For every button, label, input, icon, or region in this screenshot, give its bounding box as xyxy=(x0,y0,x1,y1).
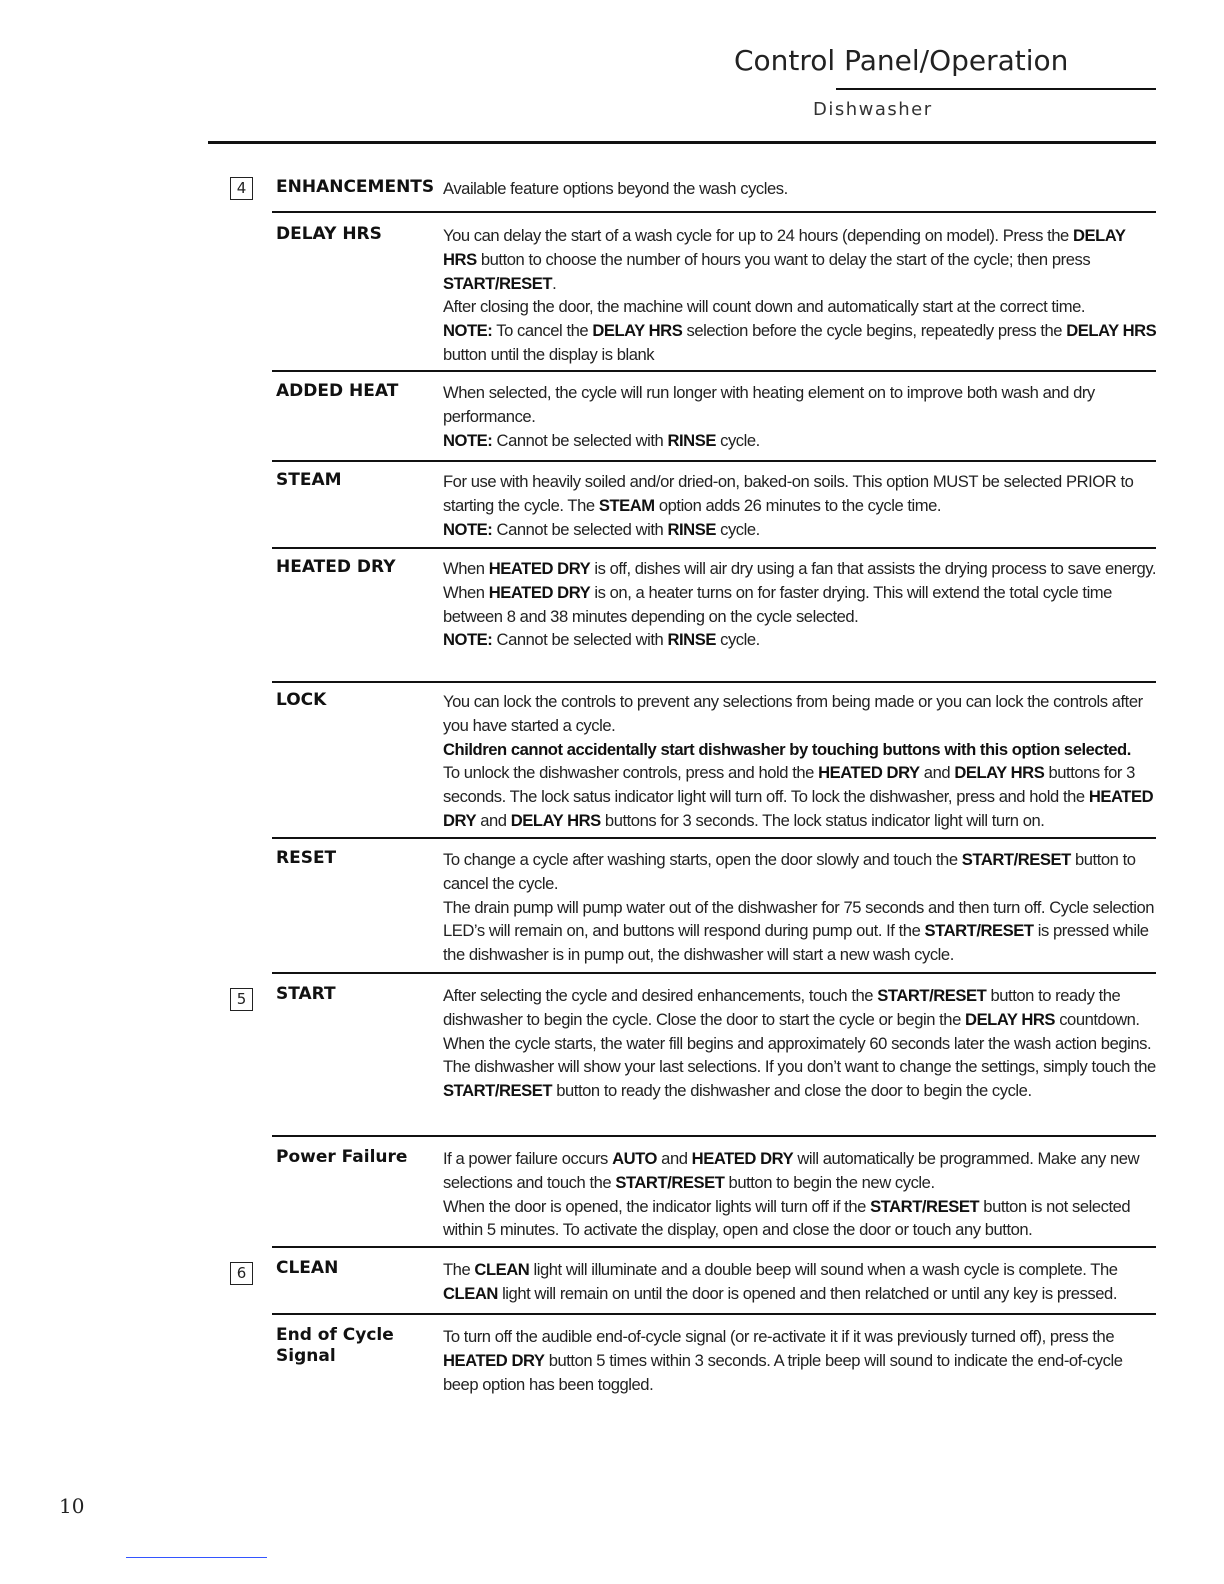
row-divider xyxy=(272,681,1156,683)
bold-term: NOTE: xyxy=(443,519,493,539)
bold-term: DELAY HRS xyxy=(954,763,1045,783)
bold-term: DELAY HRS xyxy=(965,1009,1056,1029)
row-divider xyxy=(272,1313,1156,1315)
feature-description xyxy=(443,1325,1159,1396)
row-divider xyxy=(272,837,1156,839)
description-paragraph: You can delay the start of a wash cycle for up to 24 hours (depending on model). Press the DELAY HRS button to choose the number of hours you want to delay the start of the cycle; then press START/RESET. xyxy=(443,226,1126,293)
bold-term: START/RESET xyxy=(443,1081,553,1101)
description-paragraph: NOTE: Cannot be selected with RINSE cycle. xyxy=(443,519,760,539)
row-divider xyxy=(272,1135,1156,1137)
bold-term: DELAY HRS xyxy=(1066,321,1157,341)
bold-term: RINSE xyxy=(667,519,716,539)
row-divider xyxy=(272,972,1156,974)
feature-description xyxy=(443,1258,1159,1306)
feature-label: DELAY HRS xyxy=(276,224,382,244)
description-paragraph: After selecting the cycle and desired enhancements, touch the START/RESET button to ready the dishwasher to begin the cycle. Close the door to start the cycle or begin the DELAY HRS countdown. When the cycle starts, the water fill begins and approximately 60 seconds later the wash action begins. xyxy=(443,986,1152,1053)
description-paragraph: When selected, the cycle will run longer with heating element on to improve both wash and dry performance. xyxy=(443,383,1095,426)
bold-term: CLEAN xyxy=(474,1260,530,1279)
section-number-6: 6 xyxy=(230,1262,253,1285)
bold-term: START/RESET xyxy=(961,850,1071,869)
page-subtitle: Dishwasher xyxy=(813,99,933,120)
page-title: Control Panel/Operation xyxy=(734,44,1069,77)
bold-term: START/RESET xyxy=(924,921,1034,941)
bold-term: NOTE: xyxy=(443,630,493,650)
description-paragraph: The dishwasher will show your last selections. If you don’t want to change the settings, simply touch the START/RESET button to ready the dishwasher and close the door to begin the cycle. xyxy=(443,1057,1156,1101)
bold-term: STEAM xyxy=(598,495,655,515)
feature-label: START xyxy=(276,984,336,1004)
description-paragraph: If a power failure occurs AUTO and HEATED DRY will automatically be programmed. Make any new selections and touch the START/RESET button to begin the new cycle. xyxy=(443,1149,1140,1192)
row-divider xyxy=(272,460,1156,462)
bold-term: DELAY HRS xyxy=(510,810,601,830)
description-paragraph: When HEATED DRY is on, a heater turns on for faster drying. This will extend the total cycle time between 8 and 38 minutes depending on the cycle selected. xyxy=(443,582,1112,626)
description-paragraph: The CLEAN light will illuminate and a double beep will sound when a wash cycle is complete. The CLEAN light will remain on until the door is opened and then relatched or until any key is pressed. xyxy=(443,1260,1118,1303)
row-divider xyxy=(272,547,1156,549)
header-rule xyxy=(208,141,1156,144)
feature-label: LOCK xyxy=(276,690,327,710)
bold-term: HEATED DRY xyxy=(818,763,920,783)
feature-description xyxy=(443,381,1159,452)
row-divider xyxy=(272,1246,1156,1248)
feature-label: RESET xyxy=(276,848,337,868)
bold-term: HEATED DRY xyxy=(443,1350,545,1370)
description-paragraph: To unlock the dishwasher controls, press and hold the HEATED DRY and DELAY HRS buttons for 3 seconds. The lock satus indicator light will turn off. To lock the dishwasher, press and hold the HEATED DRY and DELAY HRS buttons for 3 seconds. The lock status indicator light will turn on. xyxy=(443,763,1154,830)
feature-label: CLEAN xyxy=(276,1258,339,1278)
description-paragraph: When HEATED DRY is off, dishes will air dry using a fan that assists the drying process to save energy. xyxy=(443,559,1156,578)
description-paragraph: NOTE: To cancel the DELAY HRS selection before the cycle begins, repeatedly press the DELAY HRS button until the display is blank xyxy=(443,321,1157,364)
description-paragraph: To turn off the audible end-of-cycle signal (or re-activate it if it was previously turned off), press the HEATED DRY button 5 times within 3 seconds. A triple beep will sound to indicate the end-of-cycle beep option has been toggled. xyxy=(443,1327,1123,1394)
description-paragraph: NOTE: Cannot be selected with RINSE cycle. xyxy=(443,630,760,650)
description-paragraph: To change a cycle after washing starts, open the door slowly and touch the START/RESET button to cancel the cycle. xyxy=(443,850,1136,893)
feature-label: ENHANCEMENTS xyxy=(276,177,435,197)
bold-term: HEATED DRY xyxy=(443,787,1154,830)
feature-label: ADDED HEAT xyxy=(276,381,399,401)
feature-description xyxy=(443,690,1159,833)
bold-term: START/RESET xyxy=(870,1196,980,1216)
feature-description xyxy=(443,848,1159,967)
bold-term: Children cannot accidentally start dishwasher by touching buttons with this option selected. xyxy=(443,739,1131,759)
bold-term: HEATED DRY xyxy=(488,559,591,578)
feature-description xyxy=(443,177,1159,201)
header-divider xyxy=(836,88,1156,90)
bold-term: START/RESET xyxy=(615,1172,725,1192)
feature-description xyxy=(443,224,1159,367)
description-paragraph: When the door is opened, the indicator lights will turn off if the START/RESET button is not selected within 5 minutes. To activate the display, open and close the door or touch any button. xyxy=(443,1196,1131,1240)
bold-term: NOTE: xyxy=(443,430,493,450)
feature-description xyxy=(443,470,1159,541)
feature-label: HEATED DRY xyxy=(276,557,396,577)
feature-description xyxy=(443,557,1159,652)
feature-description xyxy=(443,984,1159,1103)
bold-term: CLEAN xyxy=(443,1283,498,1303)
bold-term: RINSE xyxy=(667,630,716,650)
description-paragraph: The drain pump will pump water out of the dishwasher for 75 seconds and then turn off. Cycle selection LED’s will remain on, and buttons will respond during pump out. If the START/RESET is pressed while the dishwasher is in pump out, the dishwasher will start a new wash cycle. xyxy=(443,897,1155,965)
bold-term: RINSE xyxy=(667,430,716,450)
section-number-4: 4 xyxy=(230,177,253,200)
bold-term: NOTE: xyxy=(443,321,493,341)
bold-term: HEATED DRY xyxy=(488,582,591,602)
description-paragraph: NOTE: Cannot be selected with RINSE cycle. xyxy=(443,430,760,450)
description-paragraph xyxy=(443,738,1159,762)
page-number: 10 xyxy=(59,1494,85,1518)
section-number-5: 5 xyxy=(230,988,253,1011)
row-divider xyxy=(272,370,1156,372)
link-underline xyxy=(126,1557,267,1558)
description-paragraph: For use with heavily soiled and/or dried-on, baked-on soils. This option MUST be selected PRIOR to starting the cycle. The STEAM option adds 26 minutes to the cycle time. xyxy=(443,472,1134,515)
bold-term: DELAY HRS xyxy=(592,321,683,341)
bold-term: HEATED DRY xyxy=(691,1149,794,1168)
bold-term: START/RESET xyxy=(443,273,553,293)
bold-term: START/RESET xyxy=(877,986,987,1005)
description-paragraph: You can lock the controls to prevent any selections from being made or you can lock the controls after you have started a cycle. xyxy=(443,692,1143,735)
feature-description xyxy=(443,1147,1159,1242)
description-paragraph: Available feature options beyond the wash cycles. xyxy=(443,179,788,198)
bold-term: DELAY HRS xyxy=(443,226,1126,269)
row-divider xyxy=(272,211,1156,213)
feature-label: STEAM xyxy=(276,470,342,490)
feature-label: End of Cycle Signal xyxy=(276,1325,394,1366)
feature-label: Power Failure xyxy=(276,1147,408,1167)
description-paragraph: After closing the door, the machine will count down and automatically start at the correct time. xyxy=(443,297,1086,317)
bold-term: AUTO xyxy=(612,1149,657,1168)
